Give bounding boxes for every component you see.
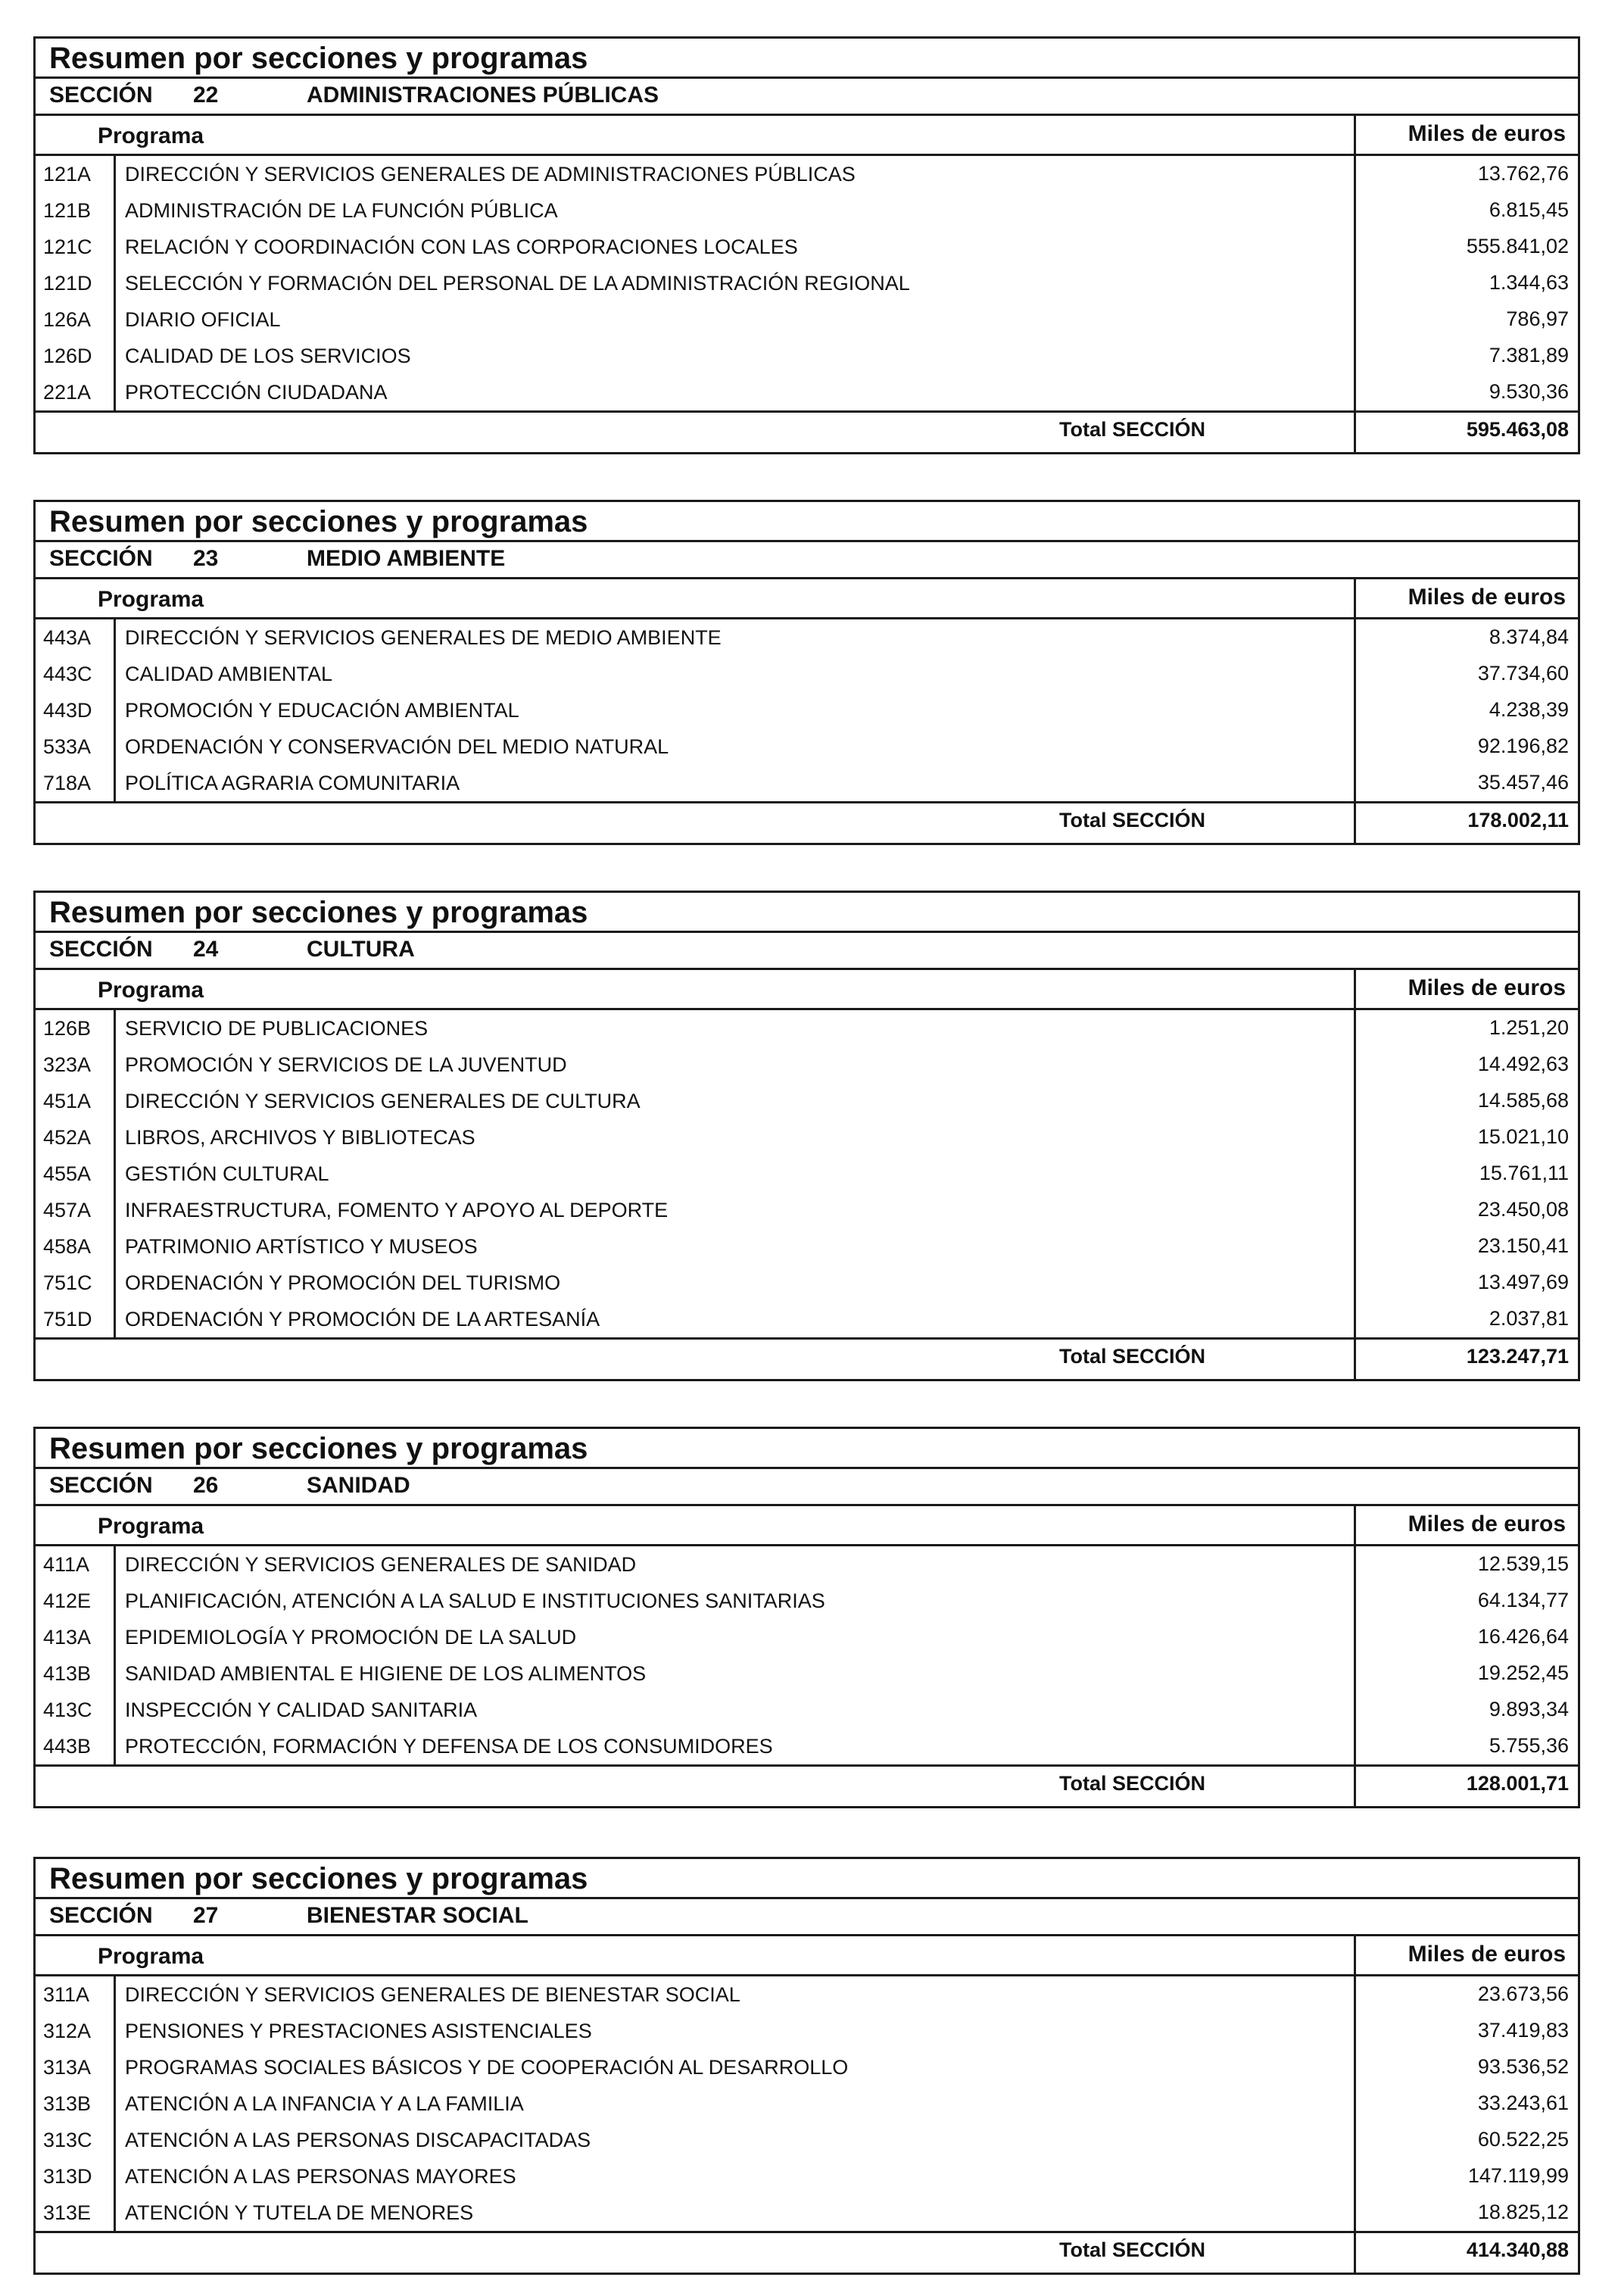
table-row bbox=[36, 619, 1578, 656]
total-label: Total SECCIÓN bbox=[1058, 1772, 1205, 1795]
program-name: DIRECCIÓN Y SERVICIOS GENERALES DE SANIDAD bbox=[125, 1553, 637, 1576]
program-name: SERVICIO DE PUBLICACIONES bbox=[125, 1017, 429, 1040]
table-row bbox=[36, 1265, 1578, 1301]
table-row bbox=[36, 1119, 1578, 1156]
program-amount: 15.021,10 bbox=[1354, 1119, 1578, 1156]
program-code: 443D bbox=[36, 692, 116, 728]
program-code: 413A bbox=[36, 1619, 116, 1655]
column-header bbox=[36, 579, 1578, 619]
program-amount: 37.734,60 bbox=[1354, 656, 1578, 692]
program-amount: 64.134,77 bbox=[1354, 1583, 1578, 1619]
column-header bbox=[36, 116, 1578, 156]
total-label: Total SECCIÓN bbox=[1058, 1345, 1205, 1368]
table-row bbox=[36, 656, 1578, 692]
total-amount: 128.001,71 bbox=[1354, 1767, 1578, 1806]
column-miles-de-euros: Miles de euros bbox=[1354, 116, 1578, 154]
program-name: ATENCIÓN A LAS PERSONAS DISCAPACITADAS bbox=[125, 2129, 591, 2151]
table-row bbox=[36, 1692, 1578, 1728]
program-amount: 8.374,84 bbox=[1354, 619, 1578, 656]
program-amount: 9.893,34 bbox=[1354, 1692, 1578, 1728]
section-header bbox=[36, 79, 1578, 116]
program-amount: 14.492,63 bbox=[1354, 1047, 1578, 1083]
total-label: Total SECCIÓN bbox=[1058, 809, 1205, 831]
total-amount: 414.340,88 bbox=[1354, 2233, 1578, 2273]
table-row bbox=[36, 1228, 1578, 1265]
program-code: 451A bbox=[36, 1083, 116, 1119]
program-code: 443A bbox=[36, 619, 116, 656]
program-amount: 60.522,25 bbox=[1354, 2122, 1578, 2158]
section-table-22 bbox=[33, 36, 1580, 454]
table-row bbox=[36, 1976, 1578, 2013]
program-name: ATENCIÓN A LAS PERSONAS MAYORES bbox=[125, 2165, 516, 2188]
program-amount: 6.815,45 bbox=[1354, 192, 1578, 229]
program-code: 313C bbox=[36, 2122, 116, 2158]
table-title: Resumen por secciones y programas bbox=[36, 39, 1578, 79]
program-code: 221A bbox=[36, 374, 116, 410]
program-name: INFRAESTRUCTURA, FOMENTO Y APOYO AL DEPORTE bbox=[125, 1199, 669, 1221]
program-name: DIRECCIÓN Y SERVICIOS GENERALES DE ADMINISTRACIONES PÚBLICAS bbox=[125, 163, 856, 186]
program-amount: 15.761,11 bbox=[1354, 1156, 1578, 1192]
program-name: DIRECCIÓN Y SERVICIOS GENERALES DE BIENESTAR SOCIAL bbox=[125, 1983, 740, 2006]
program-amount: 2.037,81 bbox=[1354, 1301, 1578, 1337]
column-programa: Programa bbox=[98, 1514, 204, 1539]
table-title: Resumen por secciones y programas bbox=[36, 1429, 1578, 1469]
program-code: 126A bbox=[36, 301, 116, 338]
section-label: SECCIÓN bbox=[49, 83, 153, 108]
program-code: 718A bbox=[36, 765, 116, 801]
program-name: POLÍTICA AGRARIA COMUNITARIA bbox=[125, 772, 460, 794]
table-row bbox=[36, 1192, 1578, 1228]
table-row bbox=[36, 2013, 1578, 2049]
program-name: PLANIFICACIÓN, ATENCIÓN A LA SALUD E INSTITUCIONES SANITARIAS bbox=[125, 1589, 825, 1612]
table-title: Resumen por secciones y programas bbox=[36, 502, 1578, 542]
program-code: 121C bbox=[36, 229, 116, 265]
table-row bbox=[36, 2195, 1578, 2231]
program-name: PROMOCIÓN Y EDUCACIÓN AMBIENTAL bbox=[125, 699, 519, 722]
program-code: 457A bbox=[36, 1192, 116, 1228]
program-name: SANIDAD AMBIENTAL E HIGIENE DE LOS ALIMENTOS bbox=[125, 1662, 647, 1685]
program-code: 312A bbox=[36, 2013, 116, 2049]
table-row bbox=[36, 1583, 1578, 1619]
total-row bbox=[36, 410, 1578, 452]
program-name: DIARIO OFICIAL bbox=[125, 308, 281, 331]
program-name: PROMOCIÓN Y SERVICIOS DE LA JUVENTUD bbox=[125, 1053, 567, 1076]
section-number: 22 bbox=[193, 83, 219, 108]
total-amount: 595.463,08 bbox=[1354, 413, 1578, 452]
table-row bbox=[36, 2085, 1578, 2122]
program-code: 313E bbox=[36, 2195, 116, 2231]
program-name: DIRECCIÓN Y SERVICIOS GENERALES DE MEDIO AMBIENTE bbox=[125, 626, 722, 649]
program-amount: 37.419,83 bbox=[1354, 2013, 1578, 2049]
program-code: 413B bbox=[36, 1655, 116, 1692]
section-table-24 bbox=[33, 891, 1580, 1381]
table-row bbox=[36, 1083, 1578, 1119]
section-header bbox=[36, 1899, 1578, 1936]
table-row bbox=[36, 1010, 1578, 1047]
program-name: PROTECCIÓN, FORMACIÓN Y DEFENSA DE LOS CONSUMIDORES bbox=[125, 1735, 773, 1758]
program-amount: 7.381,89 bbox=[1354, 338, 1578, 374]
program-amount: 18.825,12 bbox=[1354, 2195, 1578, 2231]
column-miles-de-euros: Miles de euros bbox=[1354, 1936, 1578, 1974]
program-name: INSPECCIÓN Y CALIDAD SANITARIA bbox=[125, 1699, 478, 1721]
program-code: 121B bbox=[36, 192, 116, 229]
program-amount: 16.426,64 bbox=[1354, 1619, 1578, 1655]
section-header bbox=[36, 1469, 1578, 1506]
section-label: SECCIÓN bbox=[49, 1473, 153, 1498]
program-name: RELACIÓN Y COORDINACIÓN CON LAS CORPORACIONES LOCALES bbox=[125, 236, 798, 258]
program-code: 413C bbox=[36, 1692, 116, 1728]
program-code: 311A bbox=[36, 1976, 116, 2013]
program-code: 313B bbox=[36, 2085, 116, 2122]
total-row bbox=[36, 1337, 1578, 1379]
program-code: 412E bbox=[36, 1583, 116, 1619]
program-amount: 147.119,99 bbox=[1354, 2158, 1578, 2195]
program-code: 121D bbox=[36, 265, 116, 301]
program-amount: 19.252,45 bbox=[1354, 1655, 1578, 1692]
column-programa: Programa bbox=[98, 1944, 204, 1969]
column-header bbox=[36, 1936, 1578, 1976]
program-amount: 5.755,36 bbox=[1354, 1728, 1578, 1764]
section-number: 24 bbox=[193, 937, 219, 962]
table-row bbox=[36, 192, 1578, 229]
section-header bbox=[36, 542, 1578, 579]
program-code: 323A bbox=[36, 1047, 116, 1083]
column-header bbox=[36, 1506, 1578, 1546]
column-miles-de-euros: Miles de euros bbox=[1354, 970, 1578, 1008]
program-amount: 555.841,02 bbox=[1354, 229, 1578, 265]
table-row bbox=[36, 301, 1578, 338]
program-name: GESTIÓN CULTURAL bbox=[125, 1162, 329, 1185]
total-label: Total SECCIÓN bbox=[1058, 418, 1205, 441]
program-amount: 1.251,20 bbox=[1354, 1010, 1578, 1047]
program-code: 126D bbox=[36, 338, 116, 374]
program-code: 313D bbox=[36, 2158, 116, 2195]
section-name: CULTURA bbox=[307, 937, 415, 962]
program-name: SELECCIÓN Y FORMACIÓN DEL PERSONAL DE LA ADMINISTRACIÓN REGIONAL bbox=[125, 272, 910, 295]
program-amount: 23.673,56 bbox=[1354, 1976, 1578, 2013]
table-row bbox=[36, 2049, 1578, 2085]
table-row bbox=[36, 765, 1578, 801]
column-header bbox=[36, 970, 1578, 1010]
table-row bbox=[36, 692, 1578, 728]
program-name: ORDENACIÓN Y CONSERVACIÓN DEL MEDIO NATURAL bbox=[125, 735, 669, 758]
table-row bbox=[36, 1728, 1578, 1764]
program-name: LIBROS, ARCHIVOS Y BIBLIOTECAS bbox=[125, 1126, 475, 1149]
program-code: 452A bbox=[36, 1119, 116, 1156]
section-label: SECCIÓN bbox=[49, 937, 153, 962]
section-table-27 bbox=[33, 1857, 1580, 2275]
program-code: 458A bbox=[36, 1228, 116, 1265]
column-programa: Programa bbox=[98, 123, 204, 148]
program-name: ORDENACIÓN Y PROMOCIÓN DEL TURISMO bbox=[125, 1271, 561, 1294]
section-label: SECCIÓN bbox=[49, 546, 153, 571]
table-row bbox=[36, 1047, 1578, 1083]
total-amount: 178.002,11 bbox=[1354, 803, 1578, 843]
table-row bbox=[36, 728, 1578, 765]
program-amount: 1.344,63 bbox=[1354, 265, 1578, 301]
program-code: 313A bbox=[36, 2049, 116, 2085]
column-miles-de-euros: Miles de euros bbox=[1354, 1506, 1578, 1544]
program-amount: 786,97 bbox=[1354, 301, 1578, 338]
program-name: EPIDEMIOLOGÍA Y PROMOCIÓN DE LA SALUD bbox=[125, 1626, 577, 1649]
program-code: 751D bbox=[36, 1301, 116, 1337]
section-label: SECCIÓN bbox=[49, 1903, 153, 1928]
section-table-23 bbox=[33, 500, 1580, 845]
section-name: ADMINISTRACIONES PÚBLICAS bbox=[307, 83, 659, 108]
section-name: SANIDAD bbox=[307, 1473, 410, 1498]
total-row bbox=[36, 801, 1578, 843]
table-row bbox=[36, 2122, 1578, 2158]
column-programa: Programa bbox=[98, 587, 204, 612]
section-name: BIENESTAR SOCIAL bbox=[307, 1903, 528, 1928]
program-name: ATENCIÓN Y TUTELA DE MENORES bbox=[125, 2201, 474, 2224]
program-name: CALIDAD AMBIENTAL bbox=[125, 663, 333, 685]
program-name: ORDENACIÓN Y PROMOCIÓN DE LA ARTESANÍA bbox=[125, 1308, 600, 1330]
program-code: 443B bbox=[36, 1728, 116, 1764]
program-amount: 23.150,41 bbox=[1354, 1228, 1578, 1265]
table-row bbox=[36, 338, 1578, 374]
table-title: Resumen por secciones y programas bbox=[36, 893, 1578, 933]
program-amount: 35.457,46 bbox=[1354, 765, 1578, 801]
total-label: Total SECCIÓN bbox=[1058, 2238, 1205, 2261]
table-row bbox=[36, 1619, 1578, 1655]
table-row bbox=[36, 1546, 1578, 1583]
table-row bbox=[36, 374, 1578, 410]
total-row bbox=[36, 1764, 1578, 1806]
program-amount: 4.238,39 bbox=[1354, 692, 1578, 728]
program-code: 121A bbox=[36, 156, 116, 192]
program-amount: 12.539,15 bbox=[1354, 1546, 1578, 1583]
program-amount: 93.536,52 bbox=[1354, 2049, 1578, 2085]
program-code: 443C bbox=[36, 656, 116, 692]
total-amount: 123.247,71 bbox=[1354, 1340, 1578, 1379]
table-row bbox=[36, 229, 1578, 265]
program-amount: 13.762,76 bbox=[1354, 156, 1578, 192]
program-code: 751C bbox=[36, 1265, 116, 1301]
program-code: 533A bbox=[36, 728, 116, 765]
program-code: 455A bbox=[36, 1156, 116, 1192]
program-name: ATENCIÓN A LA INFANCIA Y A LA FAMILIA bbox=[125, 2092, 524, 2115]
section-number: 23 bbox=[193, 546, 219, 571]
program-amount: 14.585,68 bbox=[1354, 1083, 1578, 1119]
table-title: Resumen por secciones y programas bbox=[36, 1859, 1578, 1899]
table-row bbox=[36, 156, 1578, 192]
table-row bbox=[36, 2158, 1578, 2195]
table-row bbox=[36, 1655, 1578, 1692]
section-header bbox=[36, 933, 1578, 970]
program-amount: 13.497,69 bbox=[1354, 1265, 1578, 1301]
table-row bbox=[36, 1301, 1578, 1337]
program-name: PATRIMONIO ARTÍSTICO Y MUSEOS bbox=[125, 1235, 478, 1258]
program-amount: 92.196,82 bbox=[1354, 728, 1578, 765]
program-amount: 23.450,08 bbox=[1354, 1192, 1578, 1228]
section-number: 26 bbox=[193, 1473, 219, 1498]
column-programa: Programa bbox=[98, 978, 204, 1003]
program-name: PROTECCIÓN CIUDADANA bbox=[125, 381, 388, 404]
section-number: 27 bbox=[193, 1903, 219, 1928]
column-miles-de-euros: Miles de euros bbox=[1354, 579, 1578, 617]
program-name: PENSIONES Y PRESTACIONES ASISTENCIALES bbox=[125, 2020, 592, 2042]
program-name: PROGRAMAS SOCIALES BÁSICOS Y DE COOPERACIÓN AL DESARROLLO bbox=[125, 2056, 849, 2079]
table-row bbox=[36, 265, 1578, 301]
program-name: ADMINISTRACIÓN DE LA FUNCIÓN PÚBLICA bbox=[125, 199, 558, 222]
program-name: DIRECCIÓN Y SERVICIOS GENERALES DE CULTURA bbox=[125, 1090, 641, 1112]
table-row bbox=[36, 1156, 1578, 1192]
program-code: 411A bbox=[36, 1546, 116, 1583]
section-table-26 bbox=[33, 1427, 1580, 1808]
program-amount: 33.243,61 bbox=[1354, 2085, 1578, 2122]
total-row bbox=[36, 2231, 1578, 2273]
section-name: MEDIO AMBIENTE bbox=[307, 546, 506, 571]
program-code: 126B bbox=[36, 1010, 116, 1047]
program-amount: 9.530,36 bbox=[1354, 374, 1578, 410]
program-name: CALIDAD DE LOS SERVICIOS bbox=[125, 345, 411, 367]
